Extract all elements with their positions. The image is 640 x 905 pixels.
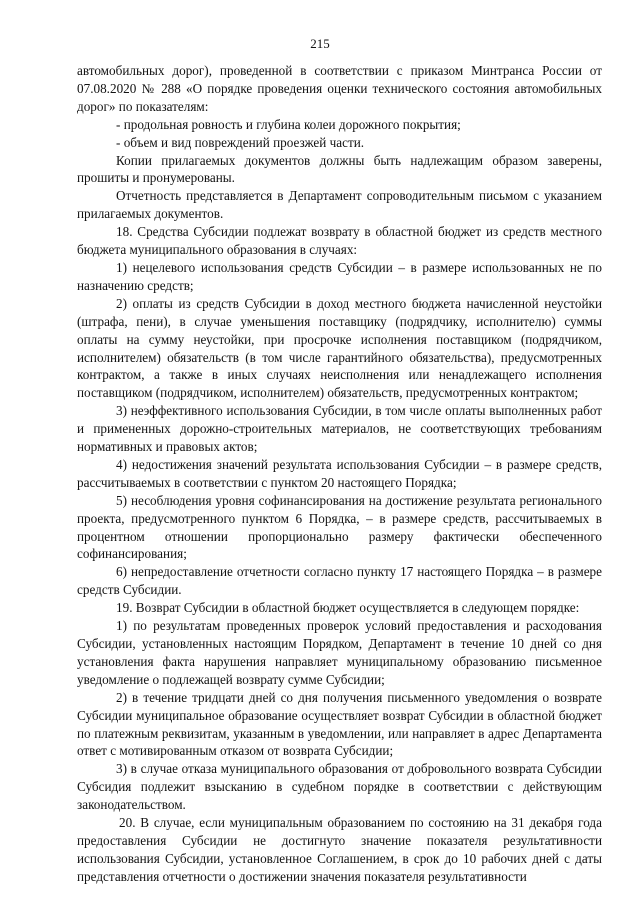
paragraph: 4) недостижения значений результата использования Субсидии – в размере средств, рассчитываемых в соответствии с пунктом 20 настоящего Порядка; <box>77 456 602 490</box>
paragraph: 2) в течение тридцати дней со дня получения письменного уведомления о возврате Субсидии муниципальное образование осуществляет возврат Субсидии в областной бюджет по платежным реквизитам, указанным в уведомлении, или направляет в адрес Департамента ответ с мотивированным отказом от возврата Субсидии; <box>77 689 602 759</box>
paragraph: 20. В случае, если муниципальным образованием по состоянию на 31 декабря года предоставления Субсидии не достигнуто значение показателя результативности использования Субсидии, установленное Соглашением, в срок до 10 рабочих дней с даты представления отчетности о достижении значения показателя результативности <box>77 815 602 884</box>
document-body <box>77 62 602 886</box>
paragraph: 19. Возврат Субсидии в областной бюджет осуществляется в следующем порядке: <box>116 600 580 616</box>
paragraph: - объем и вид повреждений проезжей части. <box>116 134 365 150</box>
paragraph: 1) по результатам проведенных проверок условий предоставления и расходования Субсидии, установленных настоящим Порядком, Департамент в течение 10 дней со дня установления факта нарушения направляет муниципальному образованию письменное уведомление о подлежащей возврату сумме Субсидии; <box>77 618 602 687</box>
paragraph: - продольная ровность и глубина колеи дорожного покрытия; <box>116 116 461 132</box>
paragraph: 1) нецелевого использования средств Субсидии – в размере использованных не по назначению средств; <box>77 259 602 293</box>
paragraph: Копии прилагаемых документов должны быть надлежащим образом заверены, прошиты и пронумерованы. <box>77 152 602 186</box>
paragraph: 2) оплаты из средств Субсидии в доход местного бюджета начисленной неустойки (штрафа, пени), в случае уменьшения поставщику (подрядчику, исполнителю) суммы оплаты на сумму неустойки, при просрочке исполнения поставщиком (подрядчиком, исполнителем) обязательств (в том числе гарантийного обязательства), предусмотренных контрактом, а также в иных случаях неисполнения или ненадлежащего исполнения поставщиком (подрядчиком, исполнителем) обязательств, предусмотренных контрактом; <box>77 295 602 401</box>
paragraph: 6) непредоставление отчетности согласно пункту 17 настоящего Порядка – в размере средств Субсидии. <box>77 564 602 598</box>
paragraph: автомобильных дорог), проведенной в соответствии с приказом Минтранса России от 07.08.2020 № 288 «О порядке проведения оценки технического состояния автомобильных дорог» по показателям: <box>77 63 602 114</box>
paragraph: 3) неэффективного использования Субсидии, в том числе оплаты выполненных работ и примененных дорожно-строительных материалов, не соответствующих требованиям нормативных и правовых актов; <box>77 403 602 455</box>
paragraph: 5) несоблюдения уровня софинансирования на достижение результата регионального проекта, предусмотренного пунктом 6 Порядка, – в размере средств, рассчитываемых в процентном отношении пропорционально размеру фактически обеспеченного софинансирования; <box>77 492 602 562</box>
paragraph: Отчетность представляется в Департамент сопроводительным письмом с указанием прилагаемых документов. <box>77 188 602 222</box>
paragraph: 18. Средства Субсидии подлежат возврату в областной бюджет из средств местного бюджета муниципального образования в случаях: <box>77 224 602 258</box>
page-number: 215 <box>310 36 330 51</box>
paragraph: 3) в случае отказа муниципального образования от добровольного возврата Субсидии Субсидия подлежит взысканию в судебном порядке в соответствии с действующим законодательством. <box>77 761 602 813</box>
